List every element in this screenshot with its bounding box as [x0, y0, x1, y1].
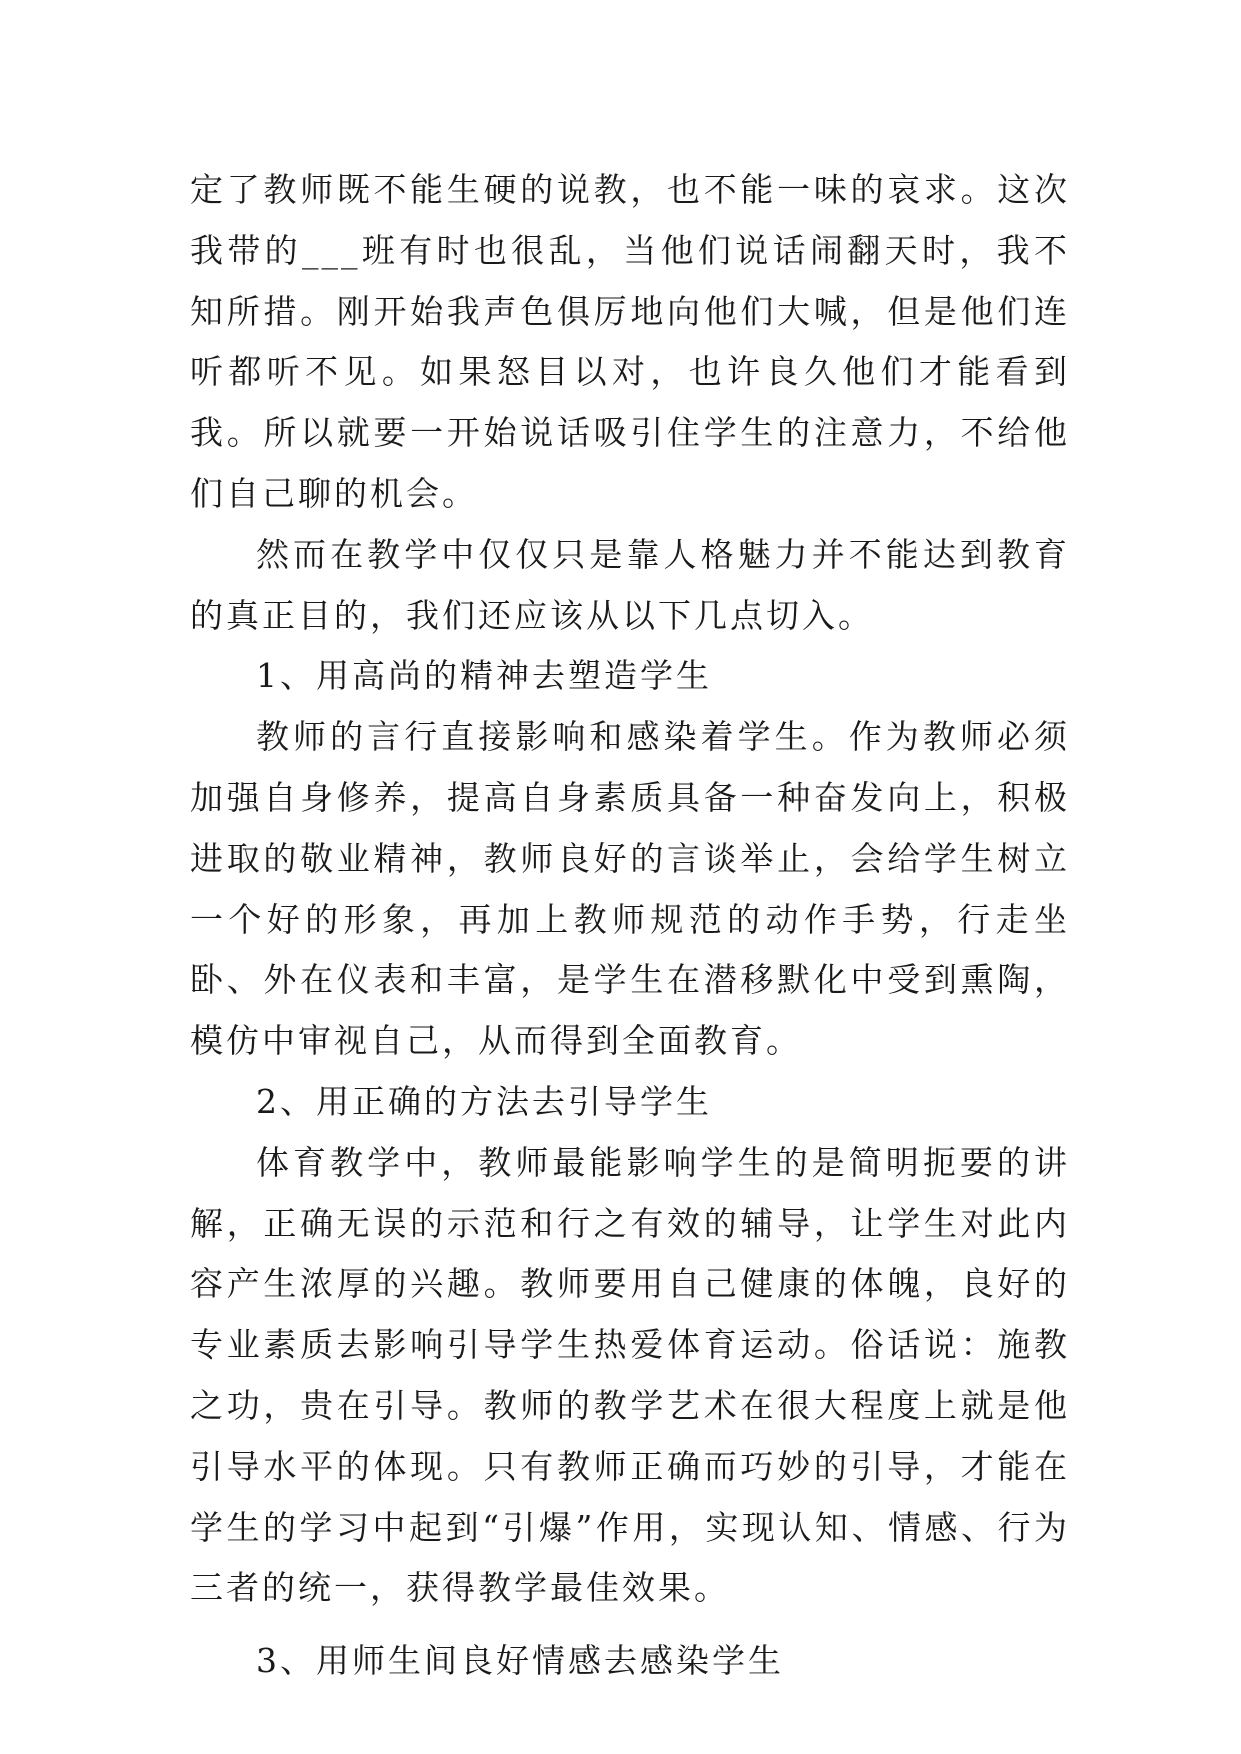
paragraph-intro: 然而在教学中仅仅只是靠人格魅力并不能达到教育的真正目的，我们还应该从以下几点切入。: [190, 534, 1070, 635]
paragraph-continuation: 定了教师既不能生硬的说教，也不能一味的哀求。这次我带的___班有时也很乱，当他们说话闹翻天时，我不知所措。刚开始我声色俱厉地向他们大喊，但是他们连听都听不见。如果怒目以对，也许良久他们才能看到我。所以就要一开始说话吸引住学生的注意力，不给他们自己聊的机会。: [190, 170, 1070, 513]
section-heading-1: 1、用高尚的精神去塑造学生: [256, 656, 712, 696]
document-body: [190, 160, 1070, 1692]
paragraph-section-2: 体育教学中，教师最能影响学生的是简明扼要的讲解，正确无误的示范和行之有效的辅导，让学生对此内容产生浓厚的兴趣。教师要用自己健康的体魄，良好的专业素质去影响引导学生热爱体育运动。俗话说：施教之功，贵在引导。教师的教学艺术在很大程度上就是他引导水平的体现。只有教师正确而巧妙的引导，才能在学生的学习中起到“引爆”作用，实现认知、情感、行为三者的统一，获得教学最佳效果。: [190, 1142, 1070, 1608]
paragraph-section-1: 教师的言行直接影响和感染着学生。作为教师必须加强自身修养，提高自身素质具备一种奋发向上，积极进取的敬业精神，教师良好的言谈举止，会给学生树立一个好的形象，再加上教师规范的动作手势，行走坐卧、外在仪表和丰富，是学生在潜移默化中受到熏陶，模仿中审视自己，从而得到全面教育。: [190, 717, 1070, 1061]
section-heading-2: 2、用正确的方法去引导学生: [256, 1081, 712, 1121]
section-heading-3: 3、用师生间良好情感去感染学生: [256, 1641, 784, 1681]
